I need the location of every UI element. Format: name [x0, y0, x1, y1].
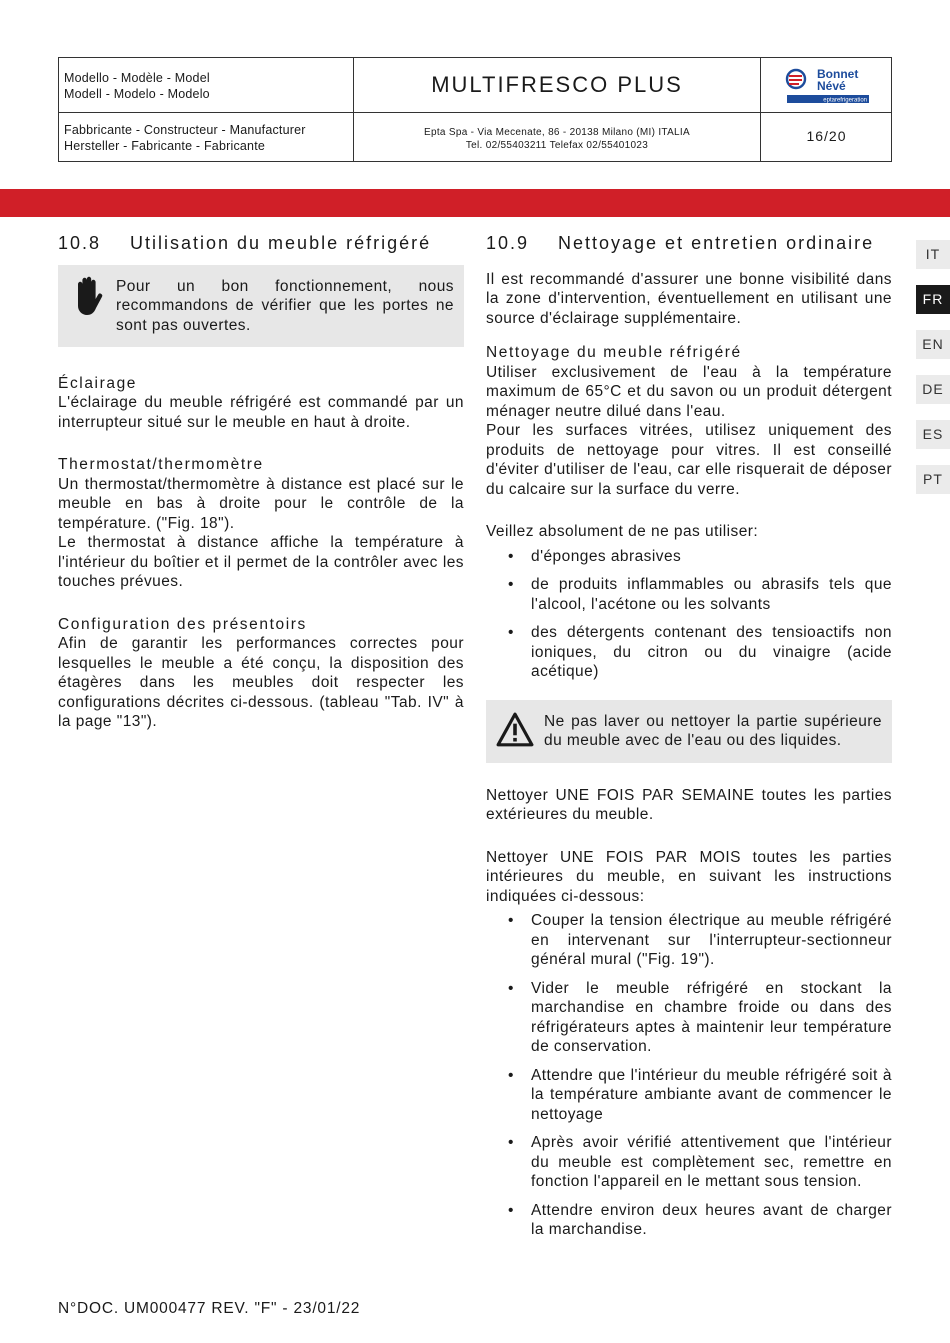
language-tab-pt[interactable]: PT — [916, 465, 950, 494]
warning-triangle-icon — [496, 712, 534, 748]
lighting-text: L'éclairage du meuble réfrigéré est commandé par un interrupteur situé sur le meuble en haut à droite. — [58, 394, 464, 431]
list-item: • Vider le meuble réfrigéré en stockant la marchandise en chambre froide ou dans des réfrigérateurs aptes à maintenir leur température de conservation. — [486, 979, 892, 1057]
manufacturer-label-line: Fabbricante - Constructeur - Manufacturer — [64, 123, 306, 137]
list-item: • Couper la tension électrique au meuble réfrigéré en intervenant sur l'interrupteur-sectionneur général mural ("Fig. 19"). — [486, 911, 892, 970]
section-10-9 — [486, 234, 892, 1249]
model-label — [64, 70, 210, 102]
bonnet-neve-logo — [785, 67, 871, 105]
page-number: 16/20 — [806, 128, 847, 144]
monthly-cleaning-text: Nettoyer UNE FOIS PAR MOIS toutes les parties intérieures du meuble, en suivant les instructions indiquées ci-dessous: — [486, 848, 892, 905]
stop-hand-icon — [72, 275, 104, 317]
logo-line1: Bonnet — [817, 67, 859, 81]
thermostat-text: Le thermostat à distance affiche la température à l'intérieur du boîtier et il permet de la contrôler avec les touches prévues. — [58, 534, 464, 590]
configuration-text: Afin de garantir les performances correctes pour lesquelles le meuble a été conçu, la disposition des étagères dans les meubles doit respecter les configurations décrites ci-dessous. (tableau "Tab. IV" à la page "13"). — [58, 635, 464, 730]
section-number: 10.9 — [486, 233, 530, 253]
manufacturer-address — [354, 126, 760, 152]
list-item: • de produits inflammables ou abrasifs tels que l'alcool, l'acétone ou les solvants — [486, 575, 892, 614]
cleaning-text: Utiliser exclusivement de l'eau à la température maximum de 65°C et du savon ou un produit détergent ménager neutre dilué dans l'eau. — [486, 363, 892, 420]
manufacturer-label-line: Hersteller - Fabricante - Fabricante — [64, 139, 266, 153]
header-divider — [59, 112, 891, 113]
language-tab-de[interactable]: DE — [916, 375, 950, 404]
section-title: Utilisation du meuble réfrigéré — [130, 233, 432, 253]
document-title: MULTIFRESCO PLUS — [431, 72, 683, 97]
phone-line: Tel. 02/55403211 Telefax 02/55401023 — [465, 140, 649, 151]
list-item: • Attendre environ deux heures avant de charger la marchandise. — [486, 1201, 892, 1240]
language-tab-it[interactable]: IT — [916, 240, 950, 269]
document-header — [58, 57, 892, 162]
address-line: Epta Spa - Via Mecenate, 86 - 20138 Milano (MI) ITALIA — [424, 127, 690, 138]
document-reference: N°DOC. UM000477 REV. "F" - 23/01/22 — [58, 1300, 361, 1317]
note-text: Pour un bon fonctionnement, nous recommandons de vérifier que les portes ne sont pas ouvertes. — [116, 277, 454, 334]
manufacturer-label — [64, 122, 306, 154]
lighting-heading: Éclairage — [58, 374, 138, 392]
section-heading — [58, 234, 464, 254]
hand-note — [58, 265, 464, 347]
logo-line3: eptarefrigeration — [823, 97, 867, 104]
section-heading — [486, 234, 892, 254]
weekly-cleaning-text: Nettoyer UNE FOIS PAR SEMAINE toutes les parties extérieures du meuble. — [486, 786, 892, 823]
intro-text: Il est recommandé d'assurer une bonne visibilité dans la zone d'intervention, éventuellement en utilisant une source d'éclairage supplémentaire. — [486, 270, 892, 327]
avoid-intro: Veillez absolument de ne pas utiliser: — [486, 523, 759, 540]
warning-text: Ne pas laver ou nettoyer la partie supérieure du meuble avec de l'eau ou des liquides. — [544, 712, 882, 749]
steps-list — [486, 911, 892, 1240]
list-item: • d'éponges abrasives — [486, 547, 892, 567]
list-item: • Après avoir vérifié attentivement que l'intérieur du meuble est complètement sec, remettre en fonction l'appareil en le mettant sous tension. — [486, 1133, 892, 1192]
model-label-line: Modello - Modèle - Model — [64, 71, 210, 85]
section-number: 10.8 — [58, 233, 102, 253]
language-tab-es[interactable]: ES — [916, 420, 950, 449]
model-label-line: Modell - Modelo - Modelo — [64, 87, 210, 101]
red-banner — [0, 189, 950, 217]
header-divider — [760, 58, 761, 161]
cleaning-heading: Nettoyage du meuble réfrigéré — [486, 344, 742, 361]
list-item: • Attendre que l'intérieur du meuble réfrigéré soit à la température ambiante avant de commencer le nettoyage — [486, 1066, 892, 1125]
warning-note — [486, 700, 892, 763]
language-tab-en[interactable]: EN — [916, 330, 950, 359]
logo-line2: Névé — [817, 79, 846, 93]
avoid-list — [486, 547, 892, 682]
section-title: Nettoyage et entretien ordinaire — [558, 233, 875, 253]
cleaning-text: Pour les surfaces vitrées, utilisez uniquement des produits de nettoyage pour vitres. Il est conseillé d'éviter d'utiliser de l'eau, car elle risquerait de déposer du calcaire sur la surface du verre. — [486, 422, 892, 498]
list-item: • des détergents contenant des tensioactifs non ioniques, du citron ou du vinaigre (acide acétique) — [486, 623, 892, 682]
section-10-8 — [58, 234, 464, 732]
thermostat-text: Un thermostat/thermomètre à distance est placé sur le meuble en bas à droite pour le contrôle de la température. ("Fig. 18"). — [58, 475, 464, 532]
thermostat-heading: Thermostat/thermomètre — [58, 456, 264, 473]
language-tab-fr[interactable]: FR — [916, 285, 950, 314]
configuration-heading: Configuration des présentoirs — [58, 615, 307, 633]
